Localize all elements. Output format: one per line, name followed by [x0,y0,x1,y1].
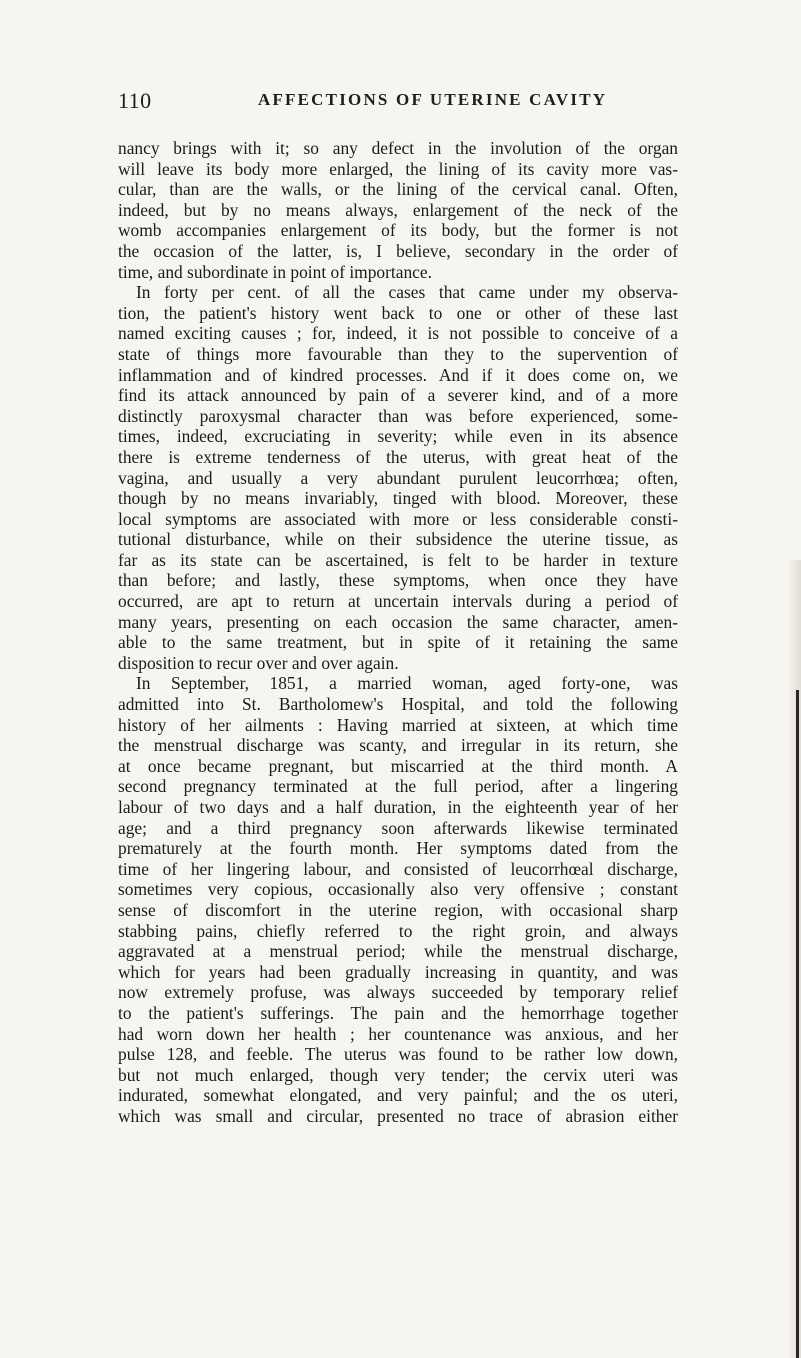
text-line: at once became pregnant, but miscarried at the third month. A [118,755,678,776]
text-line: though by no means invariably, tinged with blood. Moreover, these [118,488,678,509]
text-line: time of her lingering labour, and consisted of leucorrhœal discharge, [118,858,678,879]
text-line: disposition to recur over and over again. [118,652,399,673]
text-line: which was small and circular, presented no trace of abrasion either [118,1105,678,1126]
text-line: sense of discomfort in the uterine region, with occasional sharp [118,899,678,920]
text-line: had worn down her health ; her countenance was anxious, and her [118,1023,678,1044]
text-line: to the patient's sufferings. The pain and the hemorrhage together [118,1002,678,1023]
text-line: named exciting causes ; for, indeed, it is not possible to conceive of a [118,323,678,344]
text-line: sometimes very copious, occasionally also very offensive ; constant [118,879,678,900]
text-line: admitted into St. Bartholomew's Hospital, and told the following [118,694,678,715]
text-line: In September, 1851, a married woman, aged forty-one, was [136,673,678,694]
text-line: the menstrual discharge was scanty, and irregular in its return, she [118,735,678,756]
text-line: stabbing pains, chiefly referred to the right groin, and always [118,920,678,941]
text-line: far as its state can be ascertained, is felt to be harder in texture [118,549,678,570]
text-line: state of things more favourable than they to the supervention of [118,343,678,364]
body-text [118,138,678,1127]
text-line: distinctly paroxysmal character than was before experienced, some- [118,405,678,426]
text-line: there is extreme tenderness of the uterus, with great heat of the [118,446,678,467]
page-number: 110 [118,88,152,113]
text-line: cular, than are the walls, or the lining of the cervical canal. Often, [118,179,678,200]
text-line: will leave its body more enlarged, the lining of its cavity more vas- [118,158,678,179]
text-line: than before; and lastly, these symptoms, when once they have [118,570,678,591]
text-line: history of her ailments : Having married at sixteen, at which time [118,714,678,735]
text-line: inflammation and of kindred processes. And if it does come on, we [118,364,678,385]
text-line: indurated, somewhat elongated, and very painful; and the os uteri, [118,1085,678,1106]
text-line: many years, presenting on each occasion the same character, amen- [118,611,678,632]
text-line: tutional disturbance, while on their subsidence the uterine tissue, as [118,529,678,550]
running-head: AFFECTIONS OF UTERINE CAVITY [258,90,608,109]
text-line: but not much enlarged, though very tender; the cervix uteri was [118,1064,678,1085]
text-line: the occasion of the latter, is, I believe, secondary in the order of [118,240,678,261]
text-line: occurred, are apt to return at uncertain intervals during a period of [118,591,678,612]
page-header [118,88,678,116]
text-line: pulse 128, and feeble. The uterus was found to be rather low down, [118,1044,678,1065]
text-line: tion, the patient's history went back to one or other of these last [118,302,678,323]
text-line: find its attack announced by pain of a severer kind, and of a more [118,385,678,406]
text-line: nancy brings with it; so any defect in the involution of the organ [118,138,678,158]
text-line: womb accompanies enlargement of its body, but the former is not [118,220,678,241]
text-line: time, and subordinate in point of importance. [118,261,432,282]
text-line: second pregnancy terminated at the full period, after a lingering [118,776,678,797]
page-edge-line [796,690,799,1358]
text-line: indeed, but by no means always, enlargement of the neck of the [118,199,678,220]
text-line: labour of two days and a half duration, in the eighteenth year of her [118,797,678,817]
text-line: prematurely at the fourth month. Her symptoms dated from the [118,838,678,859]
text-line: age; and a third pregnancy soon afterwards likewise terminated [118,817,678,838]
text-line: vagina, and usually a very abundant purulent leucorrhœa; often, [118,467,678,488]
text-line: which for years had been gradually increasing in quantity, and was [118,961,678,982]
text-line: able to the same treatment, but in spite of it retaining the same [118,632,678,653]
text-line: now extremely profuse, was always succeeded by temporary relief [118,982,678,1003]
text-line: times, indeed, excruciating in severity; while even in its absence [118,426,678,447]
text-line: aggravated at a menstrual period; while the menstrual discharge, [118,941,678,962]
text-line: local symptoms are associated with more or less considerable consti- [118,508,678,529]
text-line: In forty per cent. of all the cases that came under my observa- [136,282,678,303]
